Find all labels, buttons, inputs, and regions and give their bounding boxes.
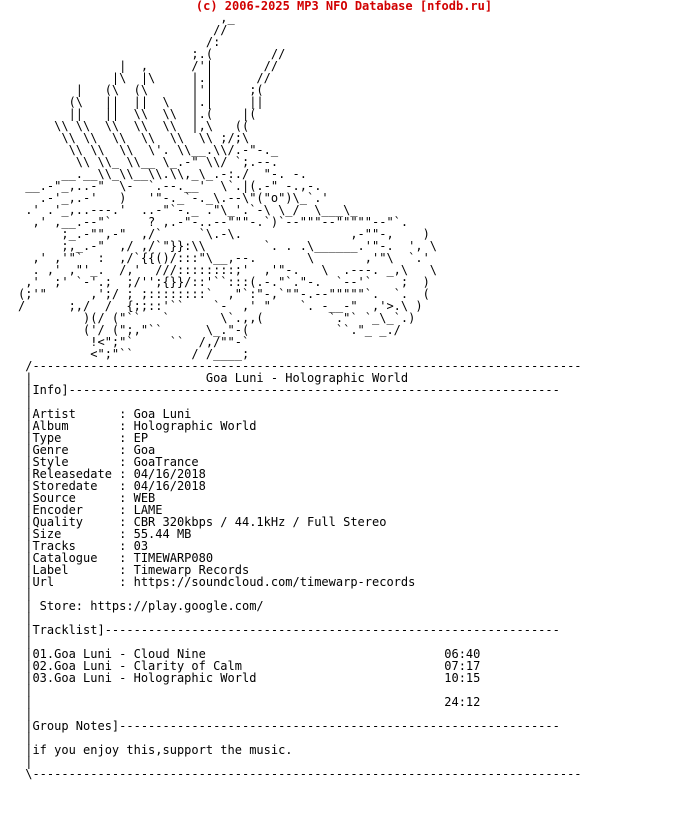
spacer: |	[25, 683, 33, 697]
info-field: |Releasedate : 04/16/2018	[25, 467, 206, 481]
info-field: |Encoder : LAME	[25, 503, 163, 517]
ascii-art-line: (;'" ,';/ ; ;::::::::` ,"`:"-,`""-.--"""""`. `. (	[18, 287, 430, 301]
info-field: |Quality : CBR 320kbps / 44.1kHz / Full Stereo	[25, 515, 387, 529]
group-notes-text: |if you enjoy this,support the music.	[25, 743, 293, 757]
ascii-art-line: \\ \\_ \\__ \_.-" \\/ `;.--.	[75, 155, 279, 169]
ascii-art-line: . ,' ,"'_. /,' ///::::::::;' ,'"-. \ .---. _,\ \	[32, 263, 438, 277]
info-field: |Type : EP	[25, 431, 149, 445]
spacer: |	[25, 755, 33, 769]
info-field: |Url : https://soundcloud.com/timewarp-records	[25, 575, 416, 589]
spacer: |	[25, 611, 33, 625]
info-field: |Catalogue : TIMEWARP080	[25, 551, 214, 565]
info-field: |Genre : Goa	[25, 443, 156, 457]
nfo-text	[18, 12, 582, 780]
ascii-art-line: | , /'| //	[119, 59, 279, 73]
ascii-art-line: )(/ ("`` ` \`.,,( `."` `_\_`.)	[83, 311, 416, 325]
ascii-art-line: /:	[205, 35, 221, 49]
ascii-art-line: ,' ;' `-'.; ;/'';{}}/::'``:::(.-."`."-. `--'` ; )	[25, 275, 430, 289]
box-bottom-border: \----------------------------------------------------------------------------	[25, 767, 582, 781]
ascii-art-line: ,_	[220, 11, 235, 25]
info-field: |Size : 55.44 MB	[25, 527, 192, 541]
ascii-art-line: |\ |\ |.| //	[111, 71, 271, 85]
ascii-art-line: \\ \\ \\ \\ \\ |,\ ((	[54, 119, 250, 133]
ascii-art-line: | (\ (\ |'| ;(	[75, 83, 264, 97]
release-title: | Goa Luni - Holographic World	[25, 371, 409, 385]
ascii-art-line: !<";"` `` /,/""-`	[90, 335, 250, 349]
track-row: |03.Goa Luni - Holographic World 10:15	[25, 671, 481, 685]
ascii-art-line: / ;,/ / {;;::'`` `- ,' " `. -__-" ,'>.\ )	[18, 299, 423, 313]
spacer: |	[25, 395, 33, 409]
info-field: |Tracks : 03	[25, 539, 149, 553]
ascii-art-line: <";"`` / /____;	[90, 347, 250, 361]
ascii-art-line: .' .'_,..---.' ..-"`-._ ."\_'.`-\ \_/ \___\_	[25, 203, 358, 217]
info-field: |Source : WEB	[25, 491, 156, 505]
ascii-art-line: ('/ (";,"`` \_."-( ``."_ _./	[83, 323, 401, 337]
section-header-tracklist: |Tracklist]---------------------------------------------------------------	[25, 623, 560, 637]
ascii-art-line: || || \\ \\ |.( |(	[68, 107, 257, 121]
spacer: |	[25, 587, 33, 601]
total-time: | 24:12	[25, 695, 481, 709]
ascii-art-line: ,' ,__.--"` ? ,.-"-..--"""-.`)`--"""--"""""--"`.	[32, 215, 409, 229]
store-link: | Store: https://play.google.com/	[25, 599, 264, 613]
ascii-art-line: __.__\\_\\__\\.\\,_\_.-:./ "-. -.	[61, 167, 307, 181]
section-header-info: |Info]--------------------------------------------------------------------	[25, 383, 560, 397]
ascii-art-line: ;,_.-" ,/ ,/`"}}:\\ `. . .\______.'"-. ', \	[61, 239, 438, 253]
info-field: |Style : GoaTrance	[25, 455, 199, 469]
ascii-art-line: \\ \\ \\ \\ \\ \\ ;/;\	[61, 131, 250, 145]
ascii-art-line: ;.( //	[191, 47, 286, 61]
info-field: |Artist : Goa Luni	[25, 407, 192, 421]
ascii-art-line: ,' ,'"` : ,/`{{()/:::"\__,--. \ ,'"\ `.'	[32, 251, 430, 265]
info-field: |Album : Holographic World	[25, 419, 257, 433]
info-field: |Storedate : 04/16/2018	[25, 479, 206, 493]
box-top-border: /----------------------------------------------------------------------------	[25, 359, 582, 373]
ascii-art-line: (\ || || \ |.| ||	[68, 95, 264, 109]
ascii-art-line: __.-"_,..-" \- `.--.__' \`.|(.-" -.,-.	[25, 179, 322, 193]
info-field: |Label : Timewarp Records	[25, 563, 250, 577]
track-row: |01.Goa Luni - Cloud Nine 06:40	[25, 647, 481, 661]
spacer: |	[25, 731, 33, 745]
track-row: |02.Goa Luni - Clarity of Calm 07:17	[25, 659, 481, 673]
ascii-art-line: ;_.-"",-" ,/` `\.-\. ,-""-, )	[61, 227, 430, 241]
spacer: |	[25, 707, 33, 721]
ascii-art-line: \\ \\ \\ \'. \\__.\\/.-"-._	[68, 143, 279, 157]
spacer: |	[25, 635, 33, 649]
section-header-group-notes: |Group Notes]-------------------------------------------------------------	[25, 719, 560, 733]
ascii-art-line: //	[213, 23, 228, 37]
site-copyright-header: (c) 2006-2025 MP3 NFO Database [nfodb.ru]	[195, 0, 493, 13]
ascii-art-line: .-'_,.-' ) '"-._`-._\.--\"("o")\_`.'	[39, 191, 329, 205]
